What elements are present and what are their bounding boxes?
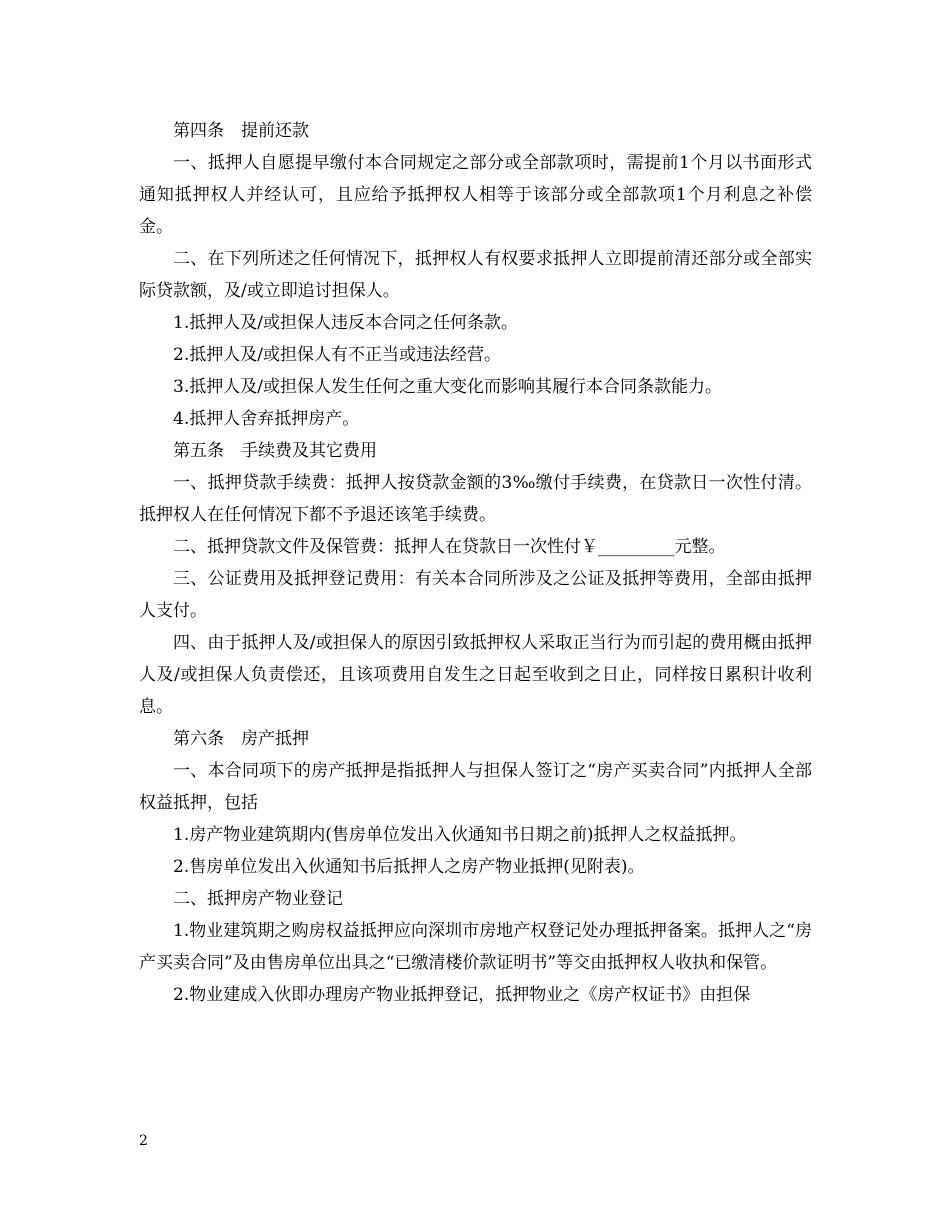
paragraph: 二、在下列所述之任何情况下，抵押权人有权要求抵押人立即提前清还部分或全部实际贷款额，及/或立即追讨担保人。 — [139, 249, 812, 301]
list-item: 1.物业建筑期之购房权益抵押应向深圳市房地产权登记处办理抵押备案。抵押人之“房产买卖合同”及由售房单位出具之“已缴清楼价款证明书”等交由抵押权人收执和保管。 — [139, 921, 812, 973]
heading-article-6: 第六条 房产抵押 — [173, 729, 309, 749]
paragraph: 二、抵押房产物业登记 — [173, 889, 343, 909]
paragraph: 二、抵押贷款文件及保管费：抵押人在贷款日一次性付￥_________元整。 — [173, 537, 726, 557]
list-item: 4.抵押人舍弃抵押房产。 — [173, 409, 360, 429]
list-item: 2.售房单位发出入伙通知书后抵押人之房产物业抵押(见附表)。 — [173, 857, 645, 877]
paragraph: 一、抵押贷款手续费：抵押人按贷款金额的3‰缴付手续费，在贷款日一次性付清。抵押权人在任何情况下都不予退还该笔手续费。 — [139, 473, 812, 525]
heading-article-5: 第五条 手续费及其它费用 — [173, 441, 377, 461]
list-item: 2.物业建成入伙即办理房产物业抵押登记，抵押物业之《房产权证书》由担保 — [173, 985, 751, 1005]
list-item: 1.抵押人及/或担保人违反本合同之任何条款。 — [173, 313, 518, 333]
paragraph: 四、由于抵押人及/或担保人的原因引致抵押权人采取正当行为而引起的费用概由抵押人及/或担保人负责偿还，且该项费用自发生之日起至收到之日止，同样按日累积计收利息。 — [139, 633, 812, 717]
list-item: 2.抵押人及/或担保人有不正当或违法经营。 — [173, 345, 501, 365]
document-body — [139, 115, 812, 1011]
list-item: 3.抵押人及/或担保人发生任何之重大变化而影响其履行本合同条款能力。 — [173, 377, 722, 397]
heading-article-4: 第四条 提前还款 — [173, 121, 309, 141]
paragraph: 一、抵押人自愿提早缴付本合同规定之部分或全部款项时，需提前1个月以书面形式通知抵押权人并经认可，且应给予抵押权人相等于该部分或全部款项1个月利息之补偿金。 — [139, 153, 812, 237]
paragraph: 三、公证费用及抵押登记费用：有关本合同所涉及之公证及抵押等费用，全部由抵押人支付。 — [139, 569, 812, 621]
list-item: 1.房产物业建筑期内(售房单位发出入伙通知书日期之前)抵押人之权益抵押。 — [173, 825, 747, 845]
paragraph: 一、本合同项下的房产抵押是指抵押人与担保人签订之“房产买卖合同”内抵押人全部权益抵押，包括 — [139, 761, 812, 813]
page-number: 2 — [139, 1133, 148, 1149]
